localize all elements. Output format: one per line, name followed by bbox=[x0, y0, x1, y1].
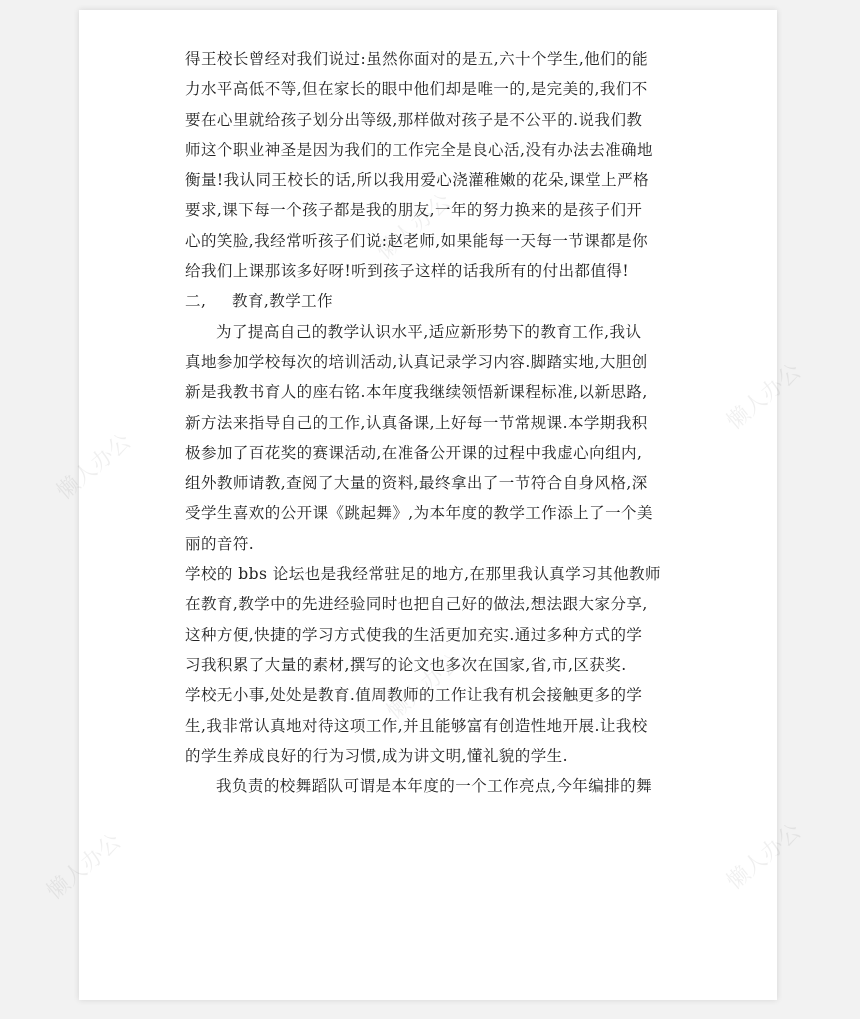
document-page bbox=[42, 10, 807, 1000]
text-line: 受学生喜欢的公开课《跳起舞》,为本年度的教学工作添上了一个美 bbox=[185, 504, 653, 523]
watermark-text: 懒人办公 bbox=[42, 829, 127, 905]
section-heading bbox=[185, 286, 675, 316]
paragraph bbox=[185, 44, 675, 286]
text-line: 丽的音符. bbox=[185, 534, 255, 553]
document-body bbox=[185, 44, 675, 801]
section-number: 二, bbox=[185, 292, 207, 311]
paragraph bbox=[185, 680, 675, 771]
watermark-text: 懒人办公 bbox=[722, 819, 807, 895]
text-line: 真地参加学校每次的培训活动,认真记录学习内容.脚踏实地,大胆创 bbox=[185, 352, 648, 371]
text-line: 学校的 bbs 论坛也是我经常驻足的地方,在那里我认真学习其他教师 bbox=[185, 565, 661, 584]
paragraph bbox=[185, 317, 675, 559]
text-line: 组外教师请教,查阅了大量的资料,最终拿出了一节符合自身风格,深 bbox=[185, 474, 648, 493]
text-line: 力水平高低不等,但在家长的眼中他们却是唯一的,是完美的,我们不 bbox=[185, 80, 648, 99]
text-line: 生,我非常认真地对待这项工作,并且能够富有创造性地开展.让我校 bbox=[185, 716, 648, 735]
text-line: 新方法来指导自己的工作,认真备课,上好每一节常规课.本学期我积 bbox=[185, 413, 648, 432]
text-line: 心的笑脸,我经常听孩子们说:赵老师,如果能每一天每一节课都是你 bbox=[185, 231, 649, 250]
watermark-text: 懒人办公 bbox=[52, 429, 137, 505]
text-line: 学校无小事,处处是教育.值周教师的工作让我有机会接触更多的学 bbox=[185, 686, 643, 705]
text-line: 得王校长曾经对我们说过:虽然你面对的是五,六十个学生,他们的能 bbox=[185, 50, 649, 68]
text-line: 给我们上课那该多好呀!听到孩子这样的话我所有的付出都值得! bbox=[185, 262, 630, 281]
text-line: 为了提高自己的教学认识水平,适应新形势下的教育工作,我认 bbox=[216, 322, 642, 341]
text-line: 习我积累了大量的素材,撰写的论文也多次在国家,省,市,区获奖. bbox=[185, 655, 627, 674]
paragraph bbox=[185, 771, 675, 801]
text-line: 在教育,教学中的先进经验同时也把自己好的做法,想法跟大家分享, bbox=[185, 595, 648, 614]
paragraph bbox=[185, 559, 675, 680]
text-line: 师这个职业神圣是因为我们的工作完全是良心活,没有办法去准确地 bbox=[185, 140, 653, 159]
text-line: 要求,课下每一个孩子都是我的朋友,一年的努力换来的是孩子们开 bbox=[185, 201, 643, 220]
text-line: 这种方便,快捷的学习方式使我的生活更加充实.通过多种方式的学 bbox=[185, 625, 643, 644]
text-line: 的学生养成良好的行为习惯,成为讲文明,懂礼貌的学生. bbox=[185, 746, 568, 765]
text-line: 极参加了百花奖的赛课活动,在准备公开课的过程中我虚心向组内, bbox=[185, 443, 643, 462]
watermark-text: 懒人办公 bbox=[372, 189, 457, 265]
text-line: 衡量!我认同王校长的话,所以我用爱心浇灌稚嫩的花朵,课堂上严格 bbox=[185, 171, 650, 190]
text-line: 新是我教书育人的座右铭.本年度我继续领悟新课程标准,以新思路, bbox=[185, 383, 648, 402]
text-line: 要在心里就给孩子划分出等级,那样做对孩子是不公平的.说我们教 bbox=[185, 110, 643, 129]
section-title: 教育,教学工作 bbox=[232, 292, 334, 311]
text-line: 我负责的校舞蹈队可谓是本年度的一个工作亮点,今年编排的舞 bbox=[216, 777, 653, 796]
watermark-text: 懒人办公 bbox=[722, 359, 807, 435]
watermark-text: 懒人办公 bbox=[382, 649, 467, 725]
